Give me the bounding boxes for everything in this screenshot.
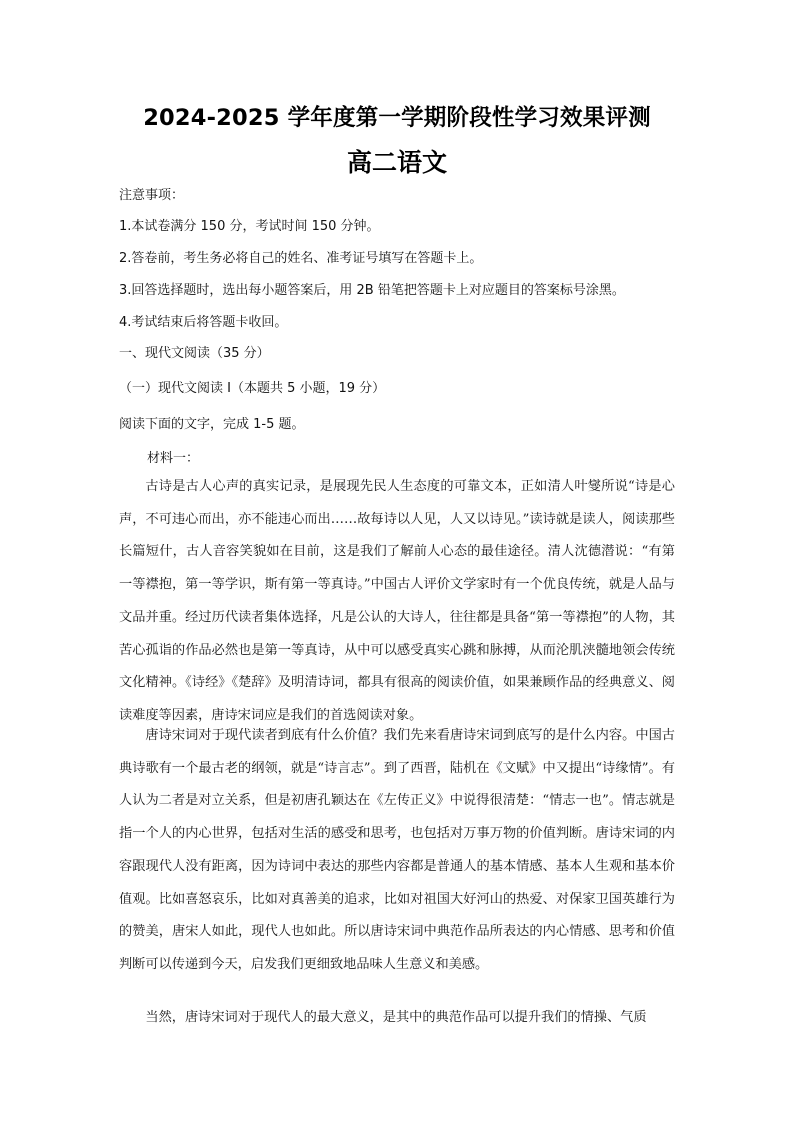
section-subtitle: （一）现代文阅读 I（本题共 5 小题，19 分） xyxy=(119,381,386,396)
note-item-1: 1.本试卷满分 150 分，考试时间 150 分钟。 xyxy=(119,219,380,234)
material-label: 材料一： xyxy=(147,451,200,466)
note-item-4: 4.考试结束后将答题卡收回。 xyxy=(119,315,288,330)
subject-title: 高二语文 xyxy=(346,148,447,177)
note-item-3: 3.回答选择题时，选出每小题答案后，用 2B 铅笔把答题卡上对应题目的答案标号涂黑。 xyxy=(119,283,625,298)
notes-heading: 注意事项： xyxy=(119,188,185,203)
section-title: 一、现代文阅读（35 分） xyxy=(119,346,270,361)
paragraph-1: 古诗是古人心声的真实记录，是展现先民人生态度的可靠文本，正如清人叶燮所说“诗是心声，不可违心而出，亦不能违心而出……故每诗以人见，人又以诗见。”读诗就是读人，阅读那些长篇短什，古人音容笑貌如在目前，这是我们了解前人心态的最佳途径。清人沈德潜说：“有第一等襟抱，第一等学识，斯有第一等真诗。”中国古人评价文学家时有一个优良传统，就是人品与文品并重。经过历代读者集体选择，凡是公认的大诗人，往往都是具备“第一等襟抱”的人物，其苦心孤诣的作品必然也是第一等真诗，从中可以感受真实心跳和脉搏，从而沦肌浃髓地领会传统文化精神。《诗经》《楚辞》及明清诗词，都具有很高的阅读价值，如果兼顾作品的经典意义、阅读难度等因素，唐诗宋词应是我们的首选阅读对象。 xyxy=(119,479,675,723)
paragraph-2: 唐诗宋词对于现代读者到底有什么价值？我们先来看唐诗宋词到底写的是什么内容。中国古典诗歌有一个最古老的纲领，就是“诗言志”。到了西晋，陆机在《文赋》中又提出“诗缘情”。有人认为二者是对立关系，但是初唐孔颖达在《左传正义》中说得很清楚：“情志一也”。情志就是指一个人的内心世界，包括对生活的感受和思考，也包括对万事万物的价值判断。唐诗宋词的内容跟现代人没有距离，因为诗词中表达的那些内容都是普通人的基本情感、基本人生观和基本价值观。比如喜怒哀乐，比如对真善美的追求，比如对祖国大好河山的热爱、对保家卫国英雄行为的赞美，唐宋人如此，现代人也如此。所以唐诗宋词中典范作品所表达的内心情感、思考和价值判断可以传递到今天，启发我们更细致地品味人生意义和美感。 xyxy=(119,728,675,972)
paragraph-3: 当然，唐诗宋词对于现代人的最大意义，是其中的典范作品可以提升我们的情操、气质 xyxy=(145,1010,647,1025)
reading-instruction: 阅读下面的文字，完成 1-5 题。 xyxy=(119,417,305,432)
exam-title: 2024-2025 学年度第一学期阶段性学习效果评测 xyxy=(143,105,651,131)
note-item-2: 2.答卷前，考生务必将自己的姓名、准考证号填写在答题卡上。 xyxy=(119,251,483,266)
